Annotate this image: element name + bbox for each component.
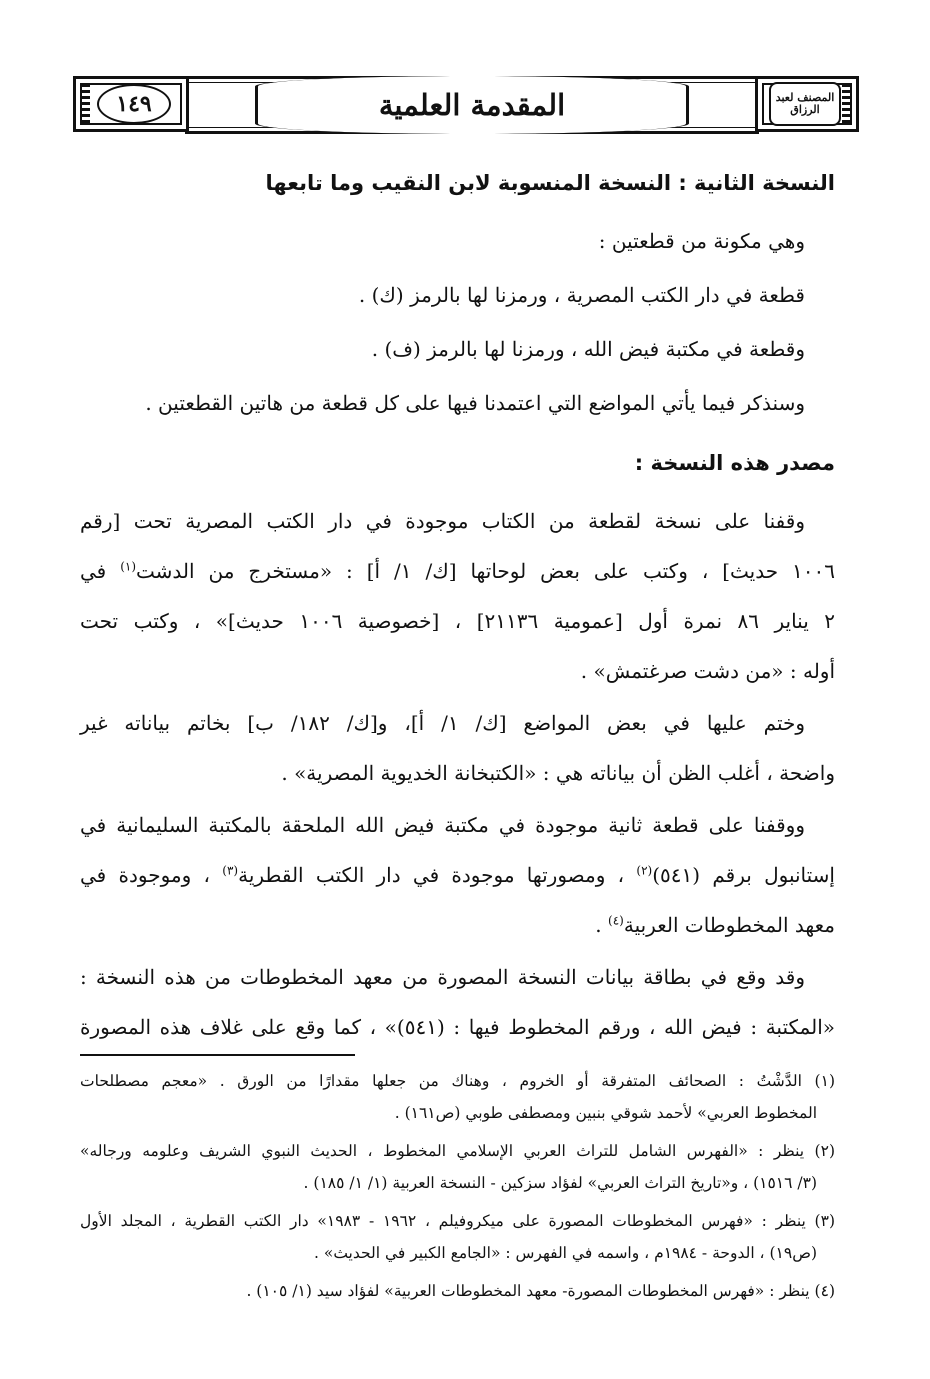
source-heading: مصدر هذه النسخة : [634,451,835,475]
footnote-ref[interactable]: (٢) [636,863,653,878]
intro-line: وسنذكر فيما يأتي المواضع التي اعتمدنا فيها على كل قطعة من هاتين القطعتين . [145,391,805,415]
footnote-ref[interactable]: (٣) [222,863,239,878]
paragraph-line: واضحة ، أغلب الظن أن بياناته هي : «الكتبخانة الخديوية المصرية» . [281,761,835,785]
footnote-divider [80,1054,355,1056]
paragraph-line: وقد وقع في بطاقة بيانات النسخة المصورة من معهد المخطوطات من هذه النسخة : [80,965,805,989]
paragraph-line: «المكتبة : فيض الله ، ورقم المخطوط فيها : (٥٤١)» ، كما وقع على غلاف هذه المصورة [80,1015,835,1039]
footnote-ref[interactable]: (١) [120,559,137,574]
paragraph-line: معهد المخطوطات العربية$^{(٤)}$ . [595,913,835,937]
footnote-line: (ص١٩) ، الدوحة - ١٩٨٤م ، واسمه في الفهرس : «الجامع الكبير في الحديث» . [313,1244,817,1262]
intro-line: قطعة في دار الكتب المصرية ، ورمزنا لها بالرمز (ك) . [358,283,805,307]
running-title: المقدمة العلمية [378,88,566,122]
paragraph-line: ١٠٠٦ حديث] ، وكتب على بعض لوحاتها [ك/ ١/ أ] : «مستخرج من الدشت$^{(١)}$ في [80,559,836,583]
footnote-line: (٤) ينظر : «فهرس المخطوطات المصورة- معهد المخطوطات العربية» لفؤاد سيد (١/ ١٠٥) . [246,1282,835,1300]
paragraph-line: أوله : «من دشت صرغتمش» . [580,659,835,683]
paragraph-line: ووقفنا على قطعة ثانية موجودة في مكتبة فيض الله الملحقة بالمكتبة السليمانية في [80,813,805,837]
intro-line: وهي مكونة من قطعتين : [598,229,805,253]
ornament-icon [842,84,850,124]
paragraph-line: وختم عليها في بعض المواضع [ك/ ١/ أ]، و[ك/ ١٨٢/ ب] بخاتم بياناته غير [80,711,805,735]
book-seal-logo: المصنف لعبد الرزاق [769,82,841,126]
footnote-line: (٢) ينظر : «الفهرس الشامل للتراث العربي الإسلامي المخطوط ، الحديث النبوي الشريف وعلومه ورجاله» [80,1142,835,1160]
paragraph-line: ٢ يناير ٨٦ نمرة أول [عمومية ٢١١٣٦] ، [خصوصية ١٠٠٦ حديث]» ، وكتب تحت [80,609,835,633]
footnote-line: المخطوط العربي» لأحمد شوقي بنبين ومصطفى طوبي (ص١٦١) . [394,1104,817,1122]
footnote-ref[interactable]: (٤) [608,913,624,928]
footnote-line: (١) الدَّشْتُ : الصحائف المتفرقة أو الخروم ، وهناك من جعلها مقدارًا من الورق . «معجم مصطلحات [80,1072,835,1090]
intro-line: وقطعة في مكتبة فيض الله ، ورمزنا لها بالرمز (ف) . [371,337,805,361]
footnote-line: (٣) ينظر : «فهرس المخطوطات المصورة على ميكروفيلم ، ١٩٦٢ - ١٩٨٣» دار الكتب القطرية ، المجلد الأول [80,1212,835,1230]
page-number: ١٤٩ [97,84,171,124]
section-title: النسخة الثانية : النسخة المنسوبة لابن النقيب وما تابعها [265,171,835,195]
footnote-line: (٣/ ١٥١٦) ، و«تاريخ التراث العربي» لفؤاد سزكين - النسخة العربية (١/ ١/ ١٨٥) . [303,1174,817,1192]
paragraph-line: وقفنا على نسخة لقطعة من الكتاب موجودة في دار الكتب المصرية تحت [رقم [80,509,805,533]
paragraph-line: إستانبول برقم (٥٤١)$^{(٢)}$ ، ومصورتها موجودة في دار الكتب القطرية$^{(٣)}$ ، وموجودة في [80,863,835,887]
